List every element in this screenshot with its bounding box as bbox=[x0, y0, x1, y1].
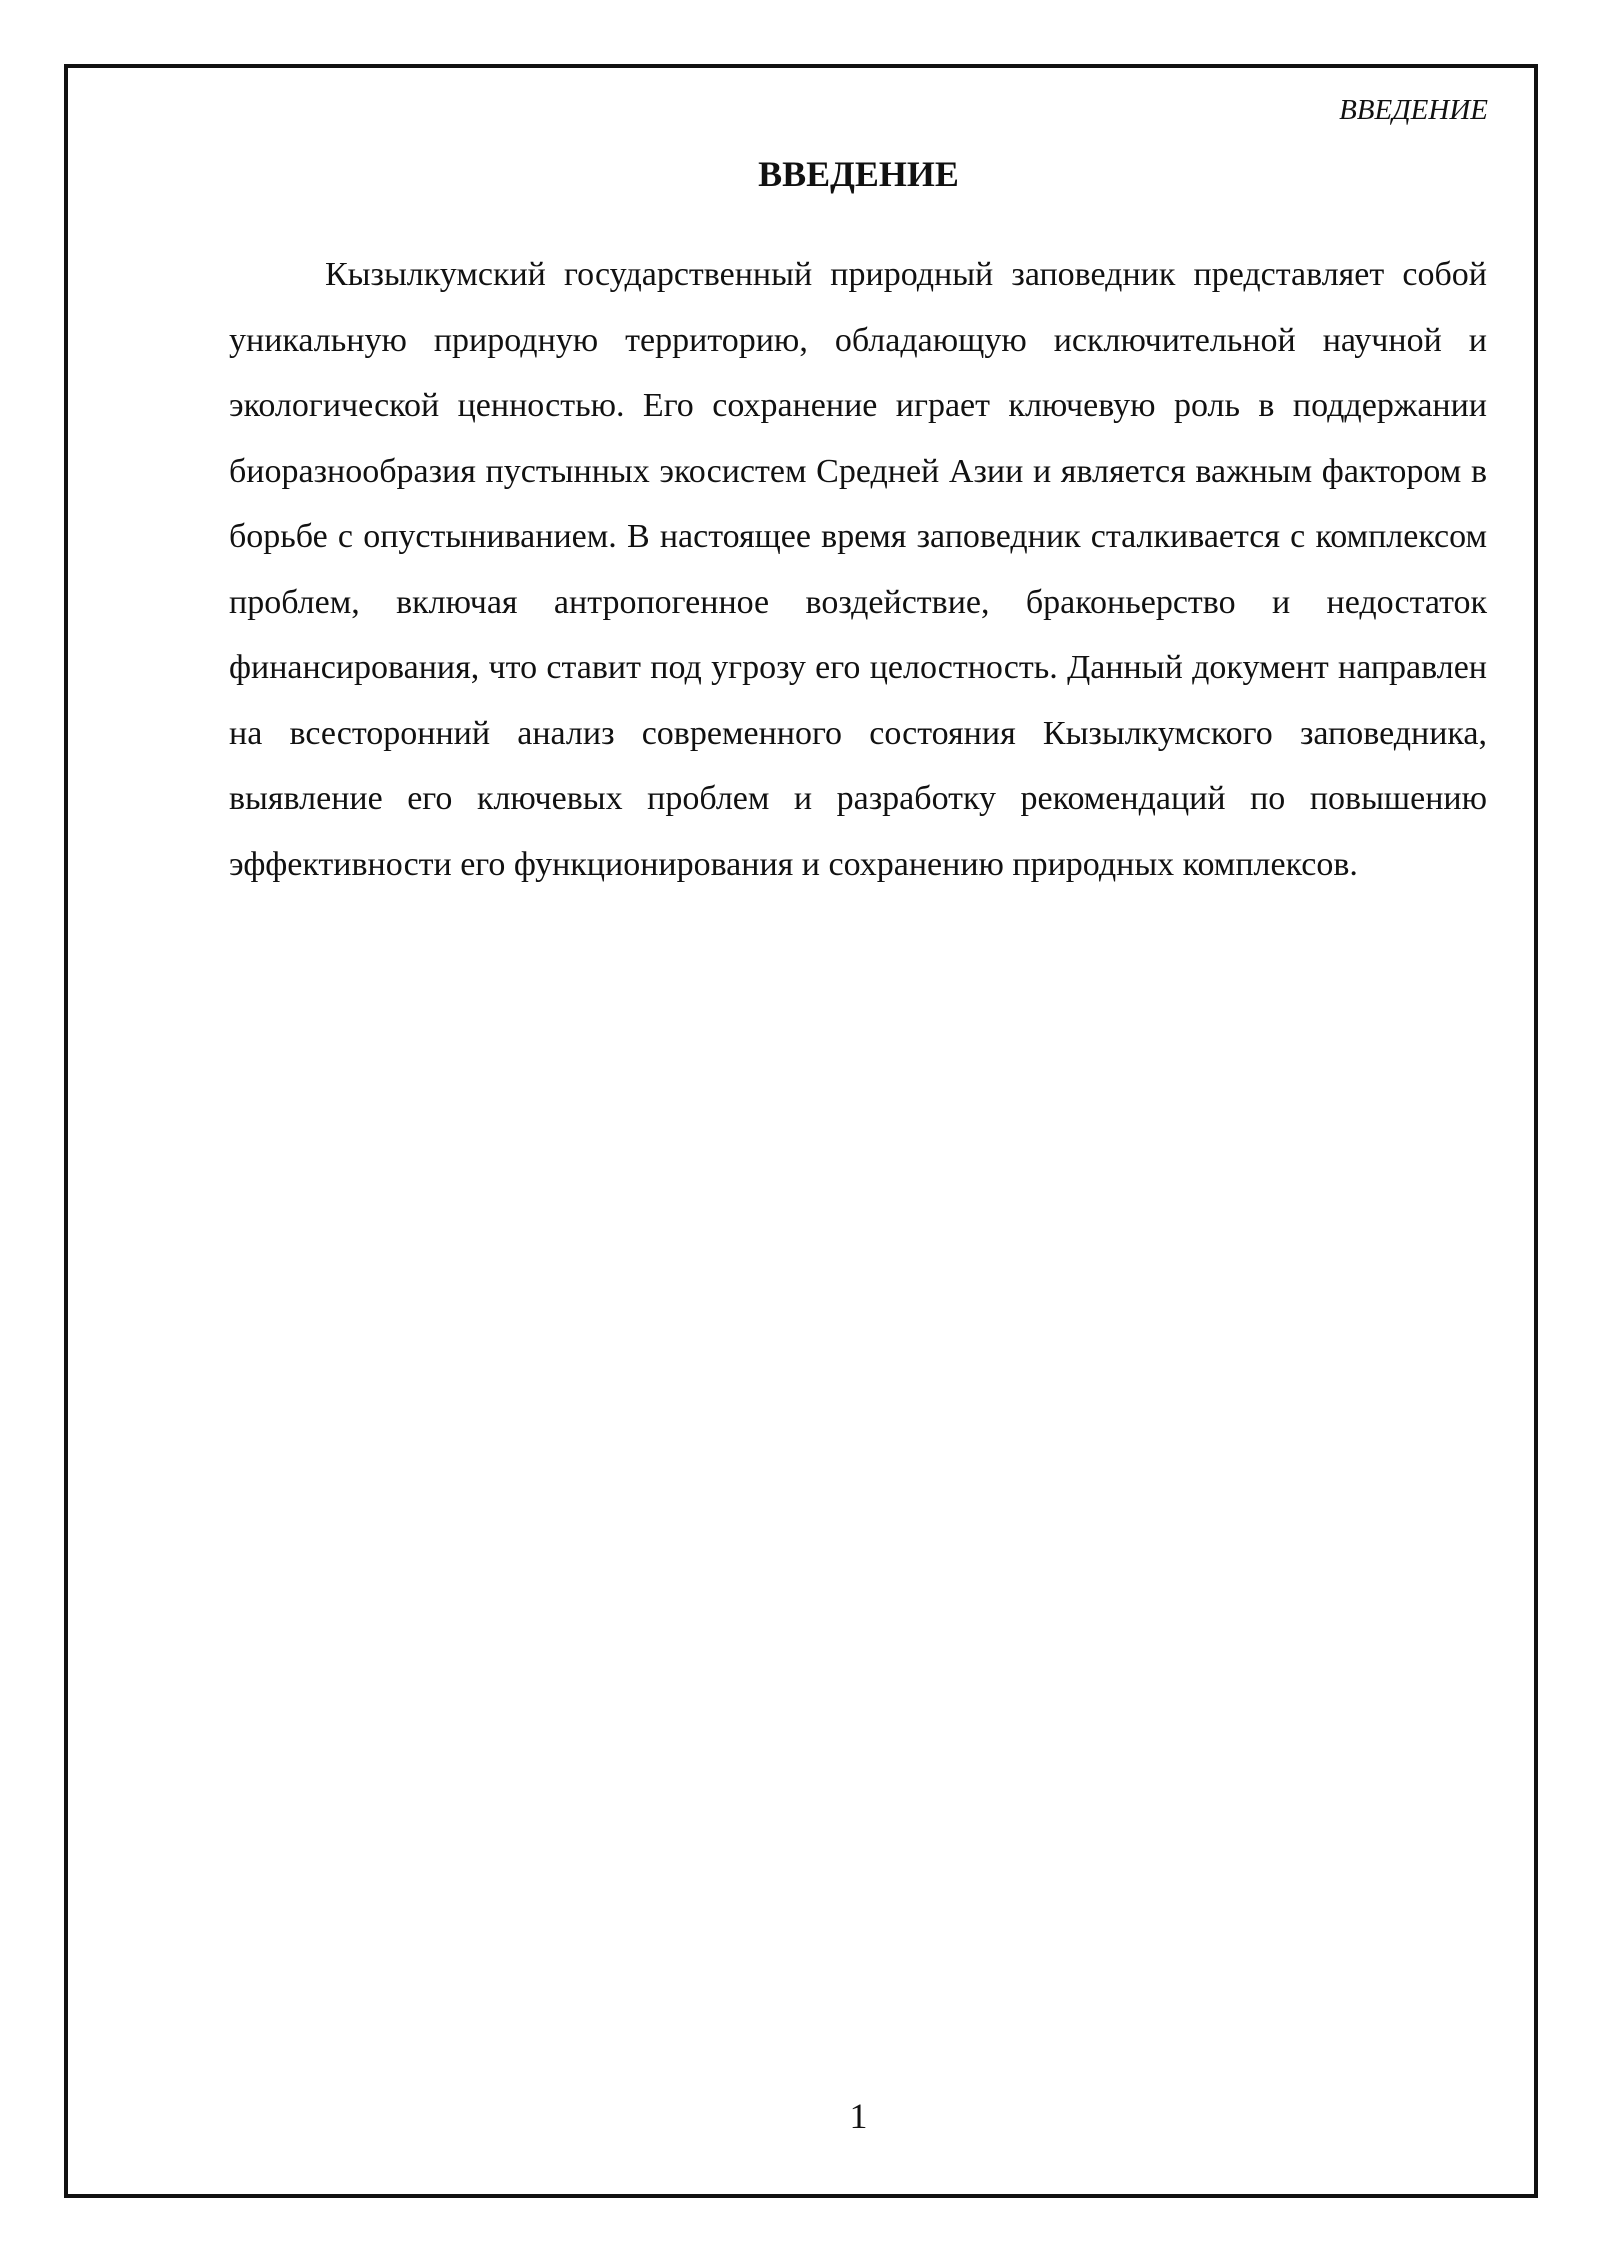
body-paragraph: Кызылкумский государственный природный заповедник представляет собой уникальную природную территорию, обладающую исключительной научной и экологической ценностью. Его сохранение играет ключевую роль в поддержании биоразнообразия пустынных экосистем Средней Азии и является важным фактором в борьбе с опустыниванием. В настоящее время заповедник сталкивается с комплексом проблем, включая антропогенное воздействие, браконьерство и недостаток финансирования, что ставит под угрозу его целостность. Данный документ направлен на всесторонний анализ современного состояния Кызылкумского заповедника, выявление его ключевых проблем и разработку рекомендаций по повышению эффективности его функционирования и сохранению природных комплексов. bbox=[229, 256, 1487, 883]
running-header: ВВЕДЕНИЕ bbox=[1339, 94, 1488, 126]
page-number: 1 bbox=[849, 2096, 868, 2136]
section-title: ВВЕДЕНИЕ bbox=[758, 154, 959, 194]
